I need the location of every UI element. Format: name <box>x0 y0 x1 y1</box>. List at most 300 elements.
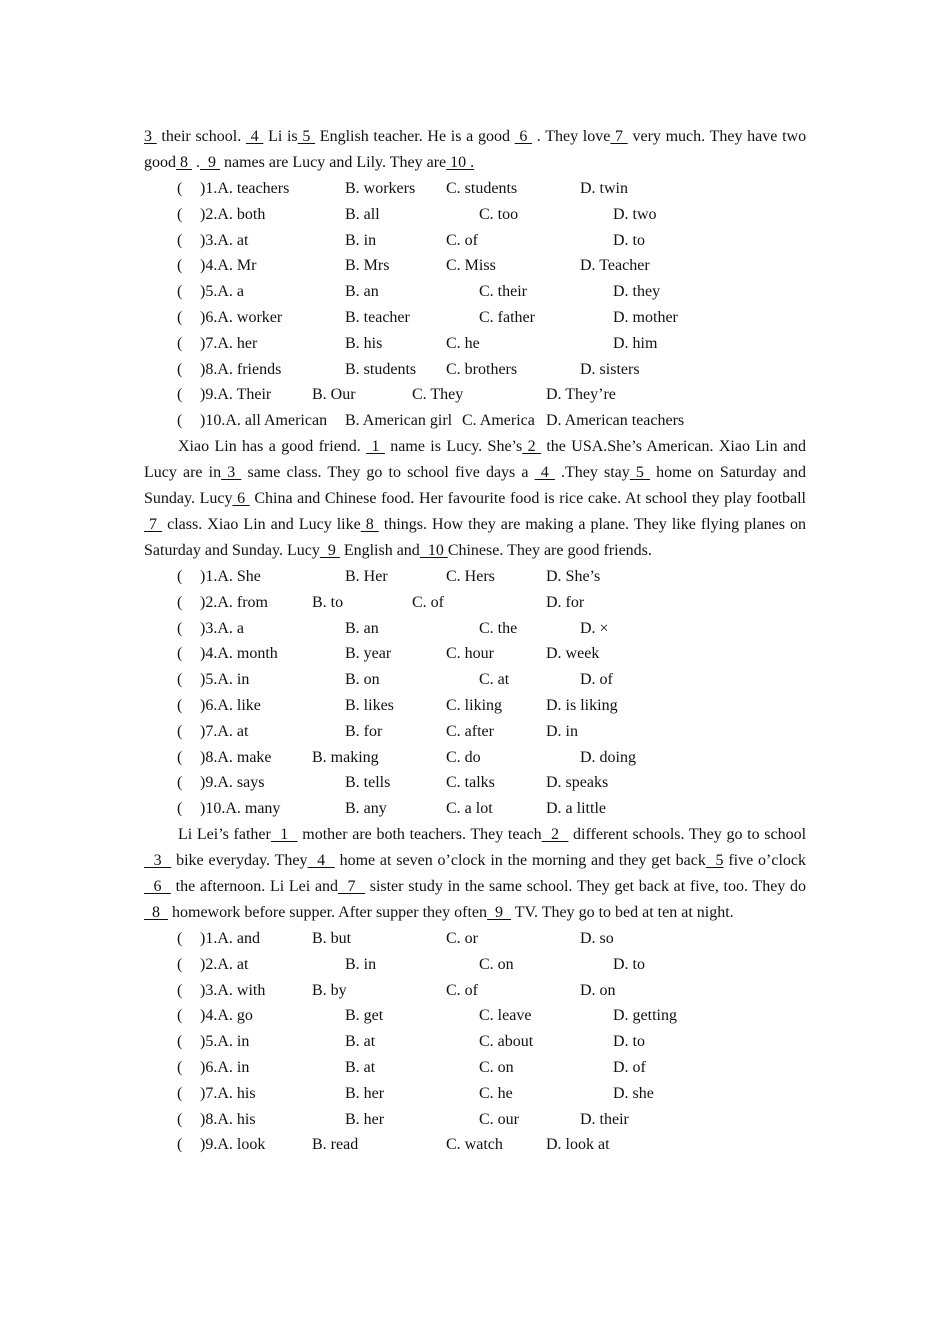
option-b: B. year <box>345 645 392 663</box>
question-row <box>144 382 806 408</box>
passage-text: TV. They go to bed at ten at night. <box>511 903 734 921</box>
answer-blank: 9 <box>200 154 220 171</box>
question-number-text: 8. <box>205 748 218 766</box>
answer-paren-open: ( <box>177 774 183 792</box>
answer-paren-open: ( <box>177 1136 183 1154</box>
option-b: B. read <box>312 1136 359 1154</box>
passage-text: name is Lucy. She’s <box>384 437 523 455</box>
answer-paren-close: ) <box>200 412 206 430</box>
option-c: C. about <box>479 1033 534 1051</box>
question-row <box>144 616 806 642</box>
answer-paren-close: ) <box>200 334 206 352</box>
passage-text: . They love <box>532 128 611 145</box>
question-row <box>144 926 806 952</box>
option-a: A. and <box>217 929 260 947</box>
answer-blank: 8 <box>144 903 168 921</box>
answer-blank: 1 <box>270 825 298 843</box>
option-c: C. he <box>446 334 480 352</box>
option-d: D. is liking <box>546 696 618 714</box>
option-d: D. a little <box>546 800 606 818</box>
answer-paren-open: ( <box>177 1084 183 1102</box>
answer-blank: 4 <box>245 128 264 145</box>
question-number-text: 3. <box>205 231 218 249</box>
option-c: C. or <box>446 929 478 947</box>
question-number <box>200 253 256 279</box>
answer-paren-open: ( <box>177 696 183 714</box>
question-number <box>200 719 248 745</box>
option-b: B. her <box>345 1084 385 1102</box>
question-number-text: 1. <box>205 180 218 197</box>
passage-text: five o’clock <box>723 851 807 869</box>
option-b: B. workers <box>345 180 416 197</box>
question-row <box>144 1132 806 1158</box>
option-d: D. twin <box>580 180 628 197</box>
question-number <box>200 667 249 693</box>
option-c: C. brothers <box>446 360 518 378</box>
option-c: C. on <box>479 955 514 973</box>
option-c: C. talks <box>446 774 495 792</box>
option-a: A. at <box>217 722 249 740</box>
option-a: A. in <box>217 1033 250 1051</box>
question-number-text: 5. <box>205 671 218 689</box>
passage-text: the afternoon. Li Lei and <box>170 877 339 895</box>
question-number <box>200 279 244 305</box>
option-b: B. likes <box>345 696 394 714</box>
option-a: A. says <box>217 774 265 792</box>
answer-blank: 3 <box>144 851 172 869</box>
answer-blank: 1 <box>366 437 385 455</box>
answer-paren-close: ) <box>200 283 206 301</box>
option-a: A. in <box>217 671 250 689</box>
option-d: D. mother <box>613 308 678 326</box>
question-number-text: 4. <box>205 257 218 275</box>
answer-paren-open: ( <box>177 360 183 378</box>
option-b: B. Mrs <box>345 257 390 275</box>
question-number-text: 4. <box>205 1007 218 1025</box>
option-b: B. in <box>345 955 377 973</box>
passage-text: mother are both teachers. They teach <box>297 825 542 843</box>
question-list-3 <box>144 926 806 1158</box>
option-b: B. Our <box>312 386 356 404</box>
passage-text: bike everyday. They <box>171 851 308 869</box>
question-number-text: 5. <box>205 283 218 301</box>
answer-paren-close: ) <box>200 567 206 585</box>
option-c: C. do <box>446 748 481 766</box>
question-row <box>144 202 806 228</box>
option-c: C. at <box>479 671 510 689</box>
option-d: D. to <box>613 231 645 249</box>
answer-paren-close: ) <box>200 386 206 404</box>
option-b: B. all <box>345 205 380 223</box>
answer-paren-open: ( <box>177 205 183 223</box>
answer-paren-open: ( <box>177 257 183 275</box>
question-number <box>200 1107 256 1133</box>
option-b: B. students <box>345 360 417 378</box>
passage-text: homework before supper. After supper they often <box>168 903 488 921</box>
passage-text: the USA.She’s American. Xiao Lin and Lucy are in <box>144 437 807 481</box>
answer-paren-close: ) <box>200 1110 206 1128</box>
question-number <box>200 952 248 978</box>
option-a: A. a <box>217 619 244 637</box>
option-d: D. of <box>613 1058 646 1076</box>
question-list-1 <box>144 176 806 434</box>
option-b: B. American girl <box>345 412 453 430</box>
question-number-text: 4. <box>205 645 218 663</box>
question-row <box>144 693 806 719</box>
option-a: A. friends <box>217 360 282 378</box>
passage-text: same class. They go to school five days a <box>241 463 535 481</box>
answer-paren-open: ( <box>177 748 183 766</box>
answer-paren-open: ( <box>177 955 183 973</box>
option-d: D. two <box>613 205 657 223</box>
option-a: A. She <box>217 567 261 585</box>
question-row <box>144 564 806 590</box>
answer-paren-close: ) <box>200 645 206 663</box>
option-a: A. teachers <box>217 180 290 197</box>
option-b: B. by <box>312 981 347 999</box>
question-number <box>200 1081 256 1107</box>
question-number-text: 9. <box>205 1136 218 1154</box>
answer-paren-close: ) <box>200 1033 206 1051</box>
answer-blank: 3 <box>221 463 242 481</box>
question-row <box>144 745 806 771</box>
option-a: A. many <box>225 800 281 818</box>
option-a: A. Mr <box>217 257 257 275</box>
option-c: C. leave <box>479 1007 532 1025</box>
option-d: D. sisters <box>580 360 640 378</box>
option-c: C. the <box>479 619 518 637</box>
question-number-text: 1. <box>205 929 218 947</box>
question-number-text: 9. <box>205 386 218 404</box>
question-number <box>200 1055 249 1081</box>
option-d: D. American teachers <box>546 412 685 430</box>
worksheet <box>144 124 806 1158</box>
question-number-text: 3. <box>205 619 218 637</box>
question-row <box>144 253 806 279</box>
option-d: D. they <box>613 283 661 301</box>
answer-paren-open: ( <box>177 334 183 352</box>
passage-text: different schools. They go to school <box>568 825 807 843</box>
answer-blank: 2 <box>522 437 541 455</box>
question-number-text: 7. <box>205 722 218 740</box>
question-row <box>144 590 806 616</box>
option-b: B. her <box>345 1110 385 1128</box>
question-number <box>200 926 260 952</box>
question-number-text: 3. <box>205 981 218 999</box>
passage-text: . <box>192 154 200 171</box>
option-c: C. of <box>412 593 444 611</box>
answer-blank: 6 <box>514 128 533 145</box>
option-a: A. her <box>217 334 258 352</box>
option-b: B. Her <box>345 567 388 585</box>
question-number-text: 2. <box>205 955 218 973</box>
option-c: C. after <box>446 722 494 740</box>
answer-blank: 7 <box>338 877 365 895</box>
answer-paren-open: ( <box>177 1058 183 1076</box>
option-d: D. to <box>613 955 645 973</box>
option-a: A. in <box>217 1058 250 1076</box>
option-d: D. of <box>580 671 613 689</box>
answer-paren-close: ) <box>200 748 206 766</box>
answer-blank: 10 . <box>446 154 475 171</box>
passage-text: Chinese. They are good friends. <box>447 541 652 559</box>
option-c: C. too <box>479 205 519 223</box>
option-d: D. in <box>546 722 578 740</box>
option-d: D. getting <box>613 1007 677 1025</box>
question-row <box>144 719 806 745</box>
answer-paren-open: ( <box>177 283 183 301</box>
option-d: D. speaks <box>546 774 609 792</box>
question-row <box>144 952 806 978</box>
question-number <box>200 616 244 642</box>
option-a: A. worker <box>217 308 283 326</box>
passage-text: class. Xiao Lin and Lucy like <box>162 515 361 533</box>
passage-text: English teacher. He is a good <box>315 128 515 145</box>
answer-paren-open: ( <box>177 671 183 689</box>
option-c: C. our <box>479 1110 519 1128</box>
answer-paren-close: ) <box>200 722 206 740</box>
option-a: A. at <box>217 955 249 973</box>
answer-blank: 6 <box>232 489 250 507</box>
option-b: B. at <box>345 1058 376 1076</box>
answer-blank: 5 <box>705 851 724 869</box>
option-a: A. go <box>217 1007 253 1025</box>
answer-blank: 7 <box>610 128 628 145</box>
option-a: A. month <box>217 645 278 663</box>
question-row <box>144 176 806 202</box>
question-row <box>144 305 806 331</box>
question-number <box>200 590 268 616</box>
option-b: B. in <box>345 231 377 249</box>
option-d: D. She’s <box>546 567 601 585</box>
option-b: B. at <box>345 1033 376 1051</box>
answer-paren-close: ) <box>200 257 206 275</box>
question-number-text: 6. <box>205 308 218 326</box>
answer-paren-open: ( <box>177 180 183 197</box>
option-c: C. hour <box>446 645 494 663</box>
question-number-text: 1. <box>205 567 218 585</box>
option-a: A. make <box>217 748 272 766</box>
answer-paren-open: ( <box>177 929 183 947</box>
question-row <box>144 408 806 434</box>
answer-blank: 10 <box>419 541 448 559</box>
question-row <box>144 1081 806 1107</box>
question-row <box>144 1003 806 1029</box>
question-number-text: 2. <box>205 205 218 223</box>
question-number-text: 10. <box>205 800 226 818</box>
option-a: A. like <box>217 696 261 714</box>
question-number-text: 8. <box>205 1110 218 1128</box>
answer-paren-open: ( <box>177 1007 183 1025</box>
option-d: D. × <box>580 619 609 637</box>
question-number-text: 9. <box>205 774 218 792</box>
option-d: D. look at <box>546 1136 610 1154</box>
question-row <box>144 228 806 254</box>
question-number <box>200 1003 253 1029</box>
option-c: C. their <box>479 283 527 301</box>
option-a: A. all American <box>225 412 328 430</box>
option-a: A. at <box>217 231 249 249</box>
option-c: C. America <box>462 412 535 430</box>
answer-paren-close: ) <box>200 955 206 973</box>
passage-text: China and Chinese food. Her favourite food is rice cake. At school they play football <box>249 489 807 507</box>
passage-text: their school. <box>156 128 246 145</box>
answer-blank: 3 <box>144 128 157 145</box>
question-row <box>144 667 806 693</box>
answer-blank: 5 <box>297 128 316 145</box>
passage-text: .They stay <box>554 463 630 481</box>
question-row <box>144 770 806 796</box>
answer-paren-close: ) <box>200 1058 206 1076</box>
option-c: C. They <box>412 386 464 404</box>
option-b: B. making <box>312 748 379 766</box>
answer-blank: 9 <box>319 541 340 559</box>
answer-paren-close: ) <box>200 205 206 223</box>
option-b: B. on <box>345 671 380 689</box>
option-b: B. tells <box>345 774 391 792</box>
passage-text: sister study in the same school. They get back at five, too. They do <box>364 877 807 895</box>
question-row <box>144 357 806 383</box>
answer-paren-close: ) <box>200 360 206 378</box>
question-number <box>200 382 271 408</box>
answer-paren-close: ) <box>200 1136 206 1154</box>
answer-paren-close: ) <box>200 593 206 611</box>
option-b: B. his <box>345 334 383 352</box>
question-number <box>200 357 281 383</box>
question-row <box>144 1107 806 1133</box>
option-c: C. Hers <box>446 567 495 585</box>
question-number <box>200 1132 265 1158</box>
question-number <box>200 202 265 228</box>
answer-paren-open: ( <box>177 1110 183 1128</box>
answer-paren-close: ) <box>200 696 206 714</box>
answer-paren-close: ) <box>200 774 206 792</box>
answer-paren-open: ( <box>177 386 183 404</box>
question-row <box>144 1029 806 1055</box>
answer-paren-open: ( <box>177 231 183 249</box>
question-number-text: 2. <box>205 593 218 611</box>
answer-blank: 9 <box>487 903 512 921</box>
option-d: D. so <box>580 929 614 947</box>
answer-paren-close: ) <box>200 180 206 197</box>
option-b: B. for <box>345 722 383 740</box>
passage-text: English and <box>339 541 420 559</box>
option-c: C. of <box>446 981 478 999</box>
passage-text: Li Lei’s father <box>178 825 271 843</box>
option-d: D. their <box>580 1110 629 1128</box>
passage-2 <box>144 434 806 564</box>
question-number <box>200 1029 249 1055</box>
option-a: A. a <box>217 283 244 301</box>
question-row <box>144 796 806 822</box>
question-number-text: 6. <box>205 696 218 714</box>
question-number <box>200 305 282 331</box>
answer-paren-open: ( <box>177 412 183 430</box>
question-number <box>200 693 261 719</box>
question-number-text: 10. <box>205 412 226 430</box>
option-d: D. Teacher <box>580 257 650 275</box>
answer-paren-open: ( <box>177 645 183 663</box>
answer-blank: 8 <box>176 154 192 171</box>
option-b: B. get <box>345 1007 384 1025</box>
answer-blank: 8 <box>360 515 379 533</box>
option-d: D. on <box>580 981 616 999</box>
question-row <box>144 641 806 667</box>
passage-text: very much. They have two good <box>144 128 807 171</box>
option-a: A. his <box>217 1084 256 1102</box>
question-number <box>200 176 289 202</box>
option-c: C. he <box>479 1084 513 1102</box>
option-c: C. on <box>479 1058 514 1076</box>
answer-paren-close: ) <box>200 981 206 999</box>
option-d: D. week <box>546 645 600 663</box>
question-number <box>200 228 248 254</box>
option-c: C. students <box>446 180 518 197</box>
answer-paren-close: ) <box>200 671 206 689</box>
option-a: A. both <box>217 205 266 223</box>
option-b: B. an <box>345 283 379 301</box>
option-c: C. father <box>479 308 535 326</box>
question-number <box>200 770 264 796</box>
answer-blank: 5 <box>629 463 651 481</box>
option-d: D. she <box>613 1084 654 1102</box>
question-number <box>200 408 327 434</box>
question-number-text: 8. <box>205 360 218 378</box>
question-number-text: 7. <box>205 1084 218 1102</box>
option-b: B. teacher <box>345 308 410 326</box>
question-row <box>144 331 806 357</box>
option-d: D. for <box>546 593 585 611</box>
option-b: B. an <box>345 619 379 637</box>
answer-paren-open: ( <box>177 722 183 740</box>
option-a: A. look <box>217 1136 266 1154</box>
answer-paren-open: ( <box>177 308 183 326</box>
answer-paren-close: ) <box>200 1084 206 1102</box>
option-a: A. from <box>217 593 268 611</box>
answer-paren-close: ) <box>200 308 206 326</box>
passage-1 <box>144 124 806 176</box>
question-list-2 <box>144 564 806 822</box>
answer-paren-close: ) <box>200 800 206 818</box>
option-d: D. They’re <box>546 386 616 404</box>
question-row <box>144 978 806 1004</box>
answer-paren-close: ) <box>200 929 206 947</box>
question-number <box>200 331 257 357</box>
option-a: A. with <box>217 981 266 999</box>
answer-paren-open: ( <box>177 567 183 585</box>
passage-text: things. How they are making a plane. They like flying planes on Saturday and Sunday. Lucy <box>144 515 807 559</box>
passage-text: Xiao Lin has a good friend. <box>178 437 367 455</box>
option-a: A. Their <box>217 386 272 404</box>
passage-text: names are Lucy and Lily. They are <box>220 154 447 171</box>
passage-3 <box>144 822 806 926</box>
answer-paren-close: ) <box>200 619 206 637</box>
answer-paren-close: ) <box>200 231 206 249</box>
question-number-text: 5. <box>205 1033 218 1051</box>
option-c: C. Miss <box>446 257 496 275</box>
option-a: A. his <box>217 1110 256 1128</box>
option-c: C. liking <box>446 696 503 714</box>
question-number <box>200 796 280 822</box>
question-number <box>200 564 261 590</box>
option-d: D. to <box>613 1033 645 1051</box>
option-d: D. doing <box>580 748 636 766</box>
question-number <box>200 641 278 667</box>
answer-blank: 6 <box>144 877 171 895</box>
question-number-text: 6. <box>205 1058 218 1076</box>
passage-text: home on Saturday and Sunday. Lucy <box>144 463 807 507</box>
option-c: C. a lot <box>446 800 493 818</box>
